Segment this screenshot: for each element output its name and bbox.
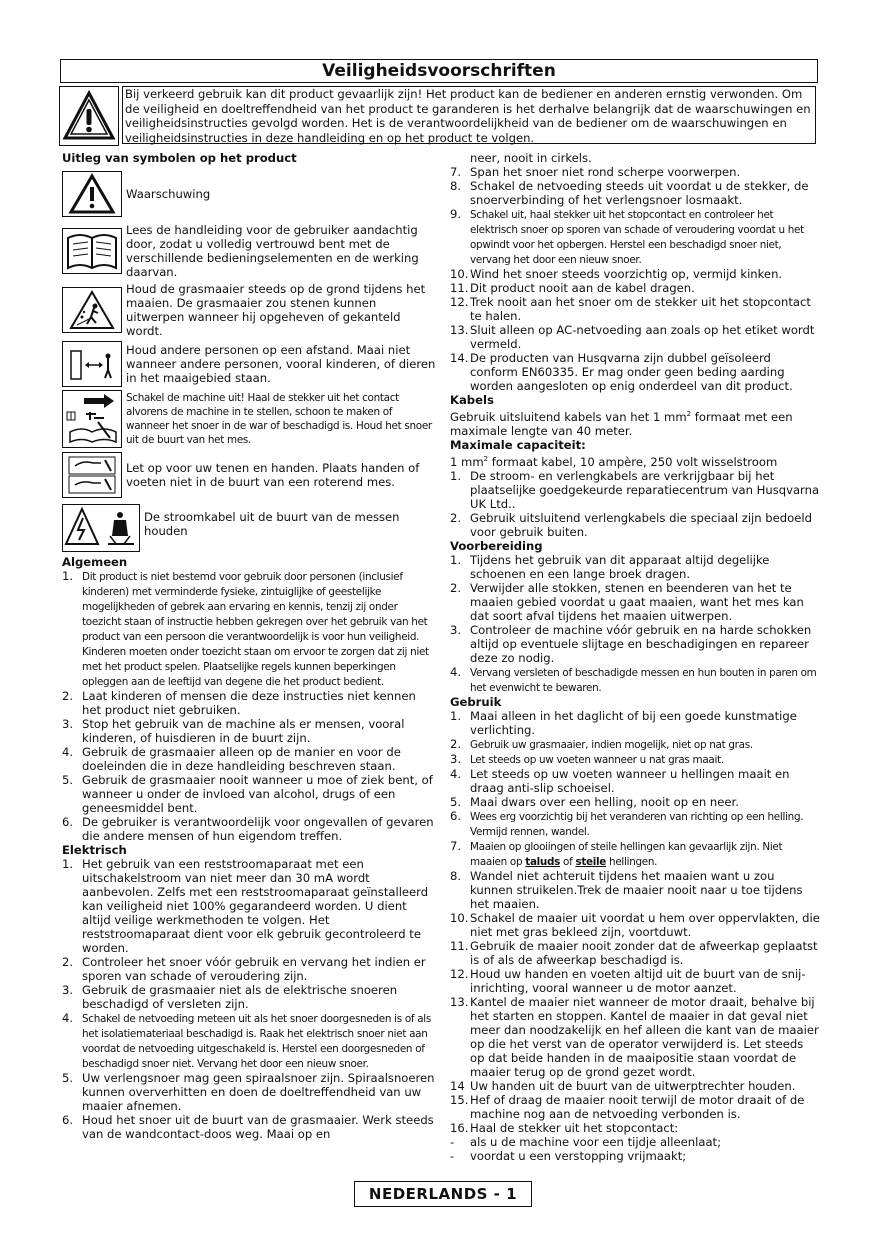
list-item: 13. Kantel de maaier niet wanneer de motor draait, behalve bij het starten en stoppen. Kantel de maaier in dat geval niet meer dan noodzakelijk en hef alleen die kant van de maaier op die het verst van de operator verwijderd is. Let steeds op dat beide handen in de maaipositie staan voordat de maaier terug op de grond gezet wordt. xyxy=(450,994,819,1079)
warning-triangle-icon xyxy=(62,171,122,217)
right-column xyxy=(450,151,820,1163)
list-item: 15. Hef of draag de maaier nooit terwijl de motor draait of de machine nog aan de netvoeding verbonden is. xyxy=(450,1092,805,1121)
symbol-row-keep-distance xyxy=(62,341,438,387)
symbol-text: Houd andere personen op een afstand. Maai niet wanneer andere personen, vooral kinderen, of dieren in het maaigebied staan. xyxy=(126,343,436,385)
capaciteit-list xyxy=(450,469,820,539)
manual-book-icon xyxy=(62,228,122,274)
list-item: 3. Gebruik de grasmaaier niet als de elektrische snoeren beschadigd of versleten zijn. xyxy=(62,983,398,1011)
list-item: 9. Schakel uit, haal stekker uit het stopcontact en controleer het elektrisch snoer op sporen van schade of veroudering voordat u het opwindt voor het opbergen. Herstel een beschadigd snoer niet, vervang het door een nieuw snoer. xyxy=(450,207,804,266)
gebruik-list xyxy=(450,709,820,1163)
list-item: 14 Uw handen uit de buurt van de uitwerptrechter houden. xyxy=(450,1078,796,1093)
elektrisch-heading: Elektrisch xyxy=(62,843,127,857)
voorbereiding-list xyxy=(450,553,820,695)
kabels-heading: Kabels xyxy=(450,393,494,407)
underlined-term: taluds xyxy=(525,855,561,868)
thrown-objects-icon xyxy=(62,287,122,333)
list-item: 5. Maai dwars over een helling, nooit op en neer. xyxy=(450,794,739,809)
page-title: Veiligheidsvoorschriften xyxy=(60,59,818,83)
algemeen-list xyxy=(62,569,438,843)
list-item: 14. De producten van Husqvarna zijn dubbel geïsoleerd conform EN60335. Er mag onder geen beding aarding worden aangesloten op enig onderdeel van dit product. xyxy=(450,351,793,393)
symbols-heading: Uitleg van symbolen op het product xyxy=(62,151,297,165)
list-item: 8. Schakel de netvoeding steeds uit voordat u de stekker, de snoerverbinding of het verlengsnoer losmaakt. xyxy=(450,179,809,207)
list-item: 4. Vervang versleten of beschadigde messen en hun bouten in paren om het evenwicht te bewaren. xyxy=(450,664,817,694)
intro-text: Bij verkeerd gebruik kan dit product gevaarlijk zijn! Het product kan de bediener en anderen ernstig verwonden. Om de veiligheid en doeltreffendheid van het product te garanderen is het derhalve belangrijk dat de waarschuwingen en veiligheidsinstructies gevolgd worden. Het is de verantwoordelijkheid van de bediener om de waarschuwingen en veiligheidsinstructies in deze handleiding en op het product te volgen. xyxy=(122,86,816,144)
list-item: 2. Controleer het snoer vóór gebruik en vervang het indien er sporen van schade of veroudering zijn. xyxy=(62,955,426,983)
list-item: 10. Wind het snoer steeds voorzichtig op, vermijd kinken. xyxy=(450,267,783,281)
keep-distance-icon xyxy=(62,341,122,387)
list-item: 4. Let steeds op uw voeten wanneer u hellingen maait en draag anti-slip schoeisel. xyxy=(450,766,790,795)
list-item: 10. Schakel de maaier uit voordat u hem over oppervlakten, die niet met gras bekleed zijn, voortduwt. xyxy=(450,910,820,939)
symbol-text: Let op voor uw tenen en handen. Plaats handen of voeten niet in de buurt van een roterend mes. xyxy=(126,461,420,489)
list-item: - voordat u een verstopping vrijmaakt; xyxy=(450,1148,687,1163)
list-item: 6. Houd het snoer uit de buurt van de grasmaaier. Werk steeds van de wandcontact-doos weg. Maai op en xyxy=(62,1113,434,1141)
hands-feet-blade-icon xyxy=(62,452,122,498)
voorbereiding-heading: Voorbereiding xyxy=(450,538,543,553)
symbol-row-hands-feet xyxy=(62,452,438,498)
elektrisch-list-continued xyxy=(450,151,820,393)
list-item: 3. Controleer de machine vóór gebruik en na harde schokken altijd op eventuele slijtage en beschadigingen en repareer deze zo nodig. xyxy=(450,622,812,665)
list-item: 6. Wees erg voorzichtig bij het veranderen van richting op een helling. Vermijd rennen, wandel. xyxy=(450,808,804,838)
list-item: 5. Uw verlengsnoer mag geen spiraalsnoer zijn. Spiraalsnoeren kunnen oververhitten en doen de doeltreffendheid van uw maaier afnemen. xyxy=(62,1071,435,1113)
symbol-row-thrown-objects xyxy=(62,282,438,338)
list-item: 11. Dit product nooit aan de kabel dragen. xyxy=(450,281,695,295)
list-item: 3. Let steeds op uw voeten wanneer u nat gras maait. xyxy=(450,751,724,766)
list-item: 1. Dit product is niet bestemd voor gebruik door personen (inclusief kinderen) met verminderde fysieke, zintuiglijke of geestelijke mogelijkheden of gebrek aan ervaring en kennis, tenzij zij onder toezicht staan of instructie hebben gekregen over het gebruik van het product van een persoon die verantwoordelijk is voor hun veiligheid. Kinderen moeten onder toezicht staan om ervoor te zorgen dat zij niet met het product spelen. Plaatselijke regels kunnen beperkingen opleggen aan de leeftijd van degene die het product bedient. xyxy=(62,569,429,688)
page-footer: NEDERLANDS - 1 xyxy=(354,1181,532,1207)
symbol-text: Lees de handleiding voor de gebruiker aandachtig door, zodat u volledig vertrouwd bent met de verschillende bedieningselementen en de werking daarvan. xyxy=(126,223,419,279)
list-item: 4. Gebruik de grasmaaier alleen op de manier en voor de doeleinden die in deze handleiding beschreven staan. xyxy=(62,745,401,773)
gebruik-heading: Gebruik xyxy=(450,694,502,709)
list-item: 2. Laat kinderen of mensen die deze instructies niet kennen het product niet gebruiken. xyxy=(62,689,416,717)
symbol-text: De stroomkabel uit de buurt van de messen houden xyxy=(144,510,400,538)
elektrisch-list xyxy=(62,857,438,1141)
list-item: 1. Maai alleen in het daglicht of bij een goede kunstmatige verlichting. xyxy=(450,708,797,737)
symbol-row-manual xyxy=(62,223,438,279)
list-item: neer, nooit in cirkels. xyxy=(470,151,592,165)
list-item: 8. Wandel niet achteruit tijdens het maaien want u zou kunnen struikelen.Trek de maaier nooit naar u toe tijdens het maaien. xyxy=(450,868,803,911)
list-item: 3. Stop het gebruik van de machine als er mensen, vooral kinderen, of huisdieren in de buurt zijn. xyxy=(62,717,405,745)
list-item: 1. Het gebruik van een reststroomaparaat met een uitschakelstroom van niet meer dan 30 mA wordt aanbevolen. Zelfs met een reststroomaparaat geïnstalleerd kan veiligheid niet 100% gegarandeerd worden. U dient altijd veilige werkmethoden te volgen. Het reststroomaparaat dient voor elk gebruik gecontroleerd te worden. xyxy=(62,857,429,955)
list-item: 1. De stroom- en verlengkabels are verkrijgbaar bij het plaatselijke goedgekeurde reparatiecentrum van Husqvarna UK Ltd.. xyxy=(450,468,820,511)
list-item: 1. Tijdens het gebruik van dit apparaat altijd degelijke schoenen en een lange broek dragen. xyxy=(450,552,770,581)
capaciteit-heading: Maximale capaciteit: xyxy=(450,437,586,452)
symbol-row-warning xyxy=(62,171,438,217)
list-item: - als u de machine voor een tijdje alleenlaat; xyxy=(450,1134,721,1149)
list-item: 12. Houd uw handen en voeten altijd uit de buurt van de snij-inrichting, vooral wanneer u de motor aanzet. xyxy=(450,966,806,995)
list-item: 13. Sluit alleen op AC-netvoeding aan zoals op het etiket wordt vermeld. xyxy=(450,323,815,351)
cable-blade-icon xyxy=(62,504,140,552)
symbol-text: Schakel de machine uit! Haal de stekker uit het contact alvorens de machine in te stellen, schoon te maken of wanneer het snoer in de war of beschadigd is. Houd het snoer uit de buurt van het mes. xyxy=(126,392,432,446)
list-item: 6. De gebruiker is verantwoordelijk voor ongevallen of gevaren die andere mensen of hun eigendom treffen. xyxy=(62,815,434,843)
symbol-row-unplug xyxy=(62,390,438,448)
symbol-row-cable xyxy=(62,504,438,552)
list-item: 2. Gebruik uitsluitend verlengkabels die speciaal zijn bedoeld voor gebruik buiten. xyxy=(450,510,812,539)
capaciteit-text: 1 $mm^2$ formaat kabel, 10 ampère, 250 volt wisselstroom xyxy=(450,454,778,469)
list-item: 12. Trek nooit aan het snoer om de stekker uit het stopcontact te halen. xyxy=(450,295,811,323)
list-item: 2. Verwijder alle stokken, stenen en beenderen van het te maaien gebied voordat u gaat maaien, want het mes kan dat soort afval tijdens het maaien uitwerpen. xyxy=(450,580,804,623)
list-item: 16. Haal de stekker uit het stopcontact: xyxy=(450,1120,679,1135)
list-item: 11. Gebruik de maaier nooit zonder dat de afweerkap geplaatst is of als de afweerkap beschadigd is. xyxy=(450,938,818,967)
list-item: 7. Maaien op glooiingen of steile hellingen kan gevaarlijk zijn. Niet maaien op taluds of steile hellingen. xyxy=(450,838,783,868)
underlined-term: steile xyxy=(575,855,607,868)
list-item: 7. Span het snoer niet rond scherpe voorwerpen. xyxy=(450,165,741,179)
left-column xyxy=(62,151,438,1141)
symbol-text: Houd de grasmaaier steeds op de grond tijdens het maaien. De grasmaaier zou stenen kunnen uitwerpen wanneer hij opgeheven of gekanteld wordt. xyxy=(126,282,426,338)
warning-triangle-icon xyxy=(59,86,119,146)
list-item: 5. Gebruik de grasmaaier nooit wanneer u moe of ziek bent, of wanneer u onder de invloed van alcohol, drugs of een geneesmiddel bent. xyxy=(62,773,433,815)
kabels-text: Gebruik uitsluitend kabels van het 1 $mm^2$ formaat met een maximale lengte van 40 meter. xyxy=(450,409,793,438)
algemeen-heading: Algemeen xyxy=(62,555,128,569)
list-item: 2. Gebruik uw grasmaaier, indien mogelijk, niet op nat gras. xyxy=(450,736,753,751)
unplug-icon xyxy=(62,390,122,448)
list-item: 4. Schakel de netvoeding meteen uit als het snoer doorgesneden is of als het isolatiemateriaal beschadigd is. Raak het elektrisch snoer niet aan voordat de netvoeding uitgeschakeld is. Herstel een doorgesneden of beschadigd snoer niet. Vervang het door een nieuw snoer. xyxy=(62,1011,432,1070)
symbol-text: Waarschuwing xyxy=(126,187,211,201)
